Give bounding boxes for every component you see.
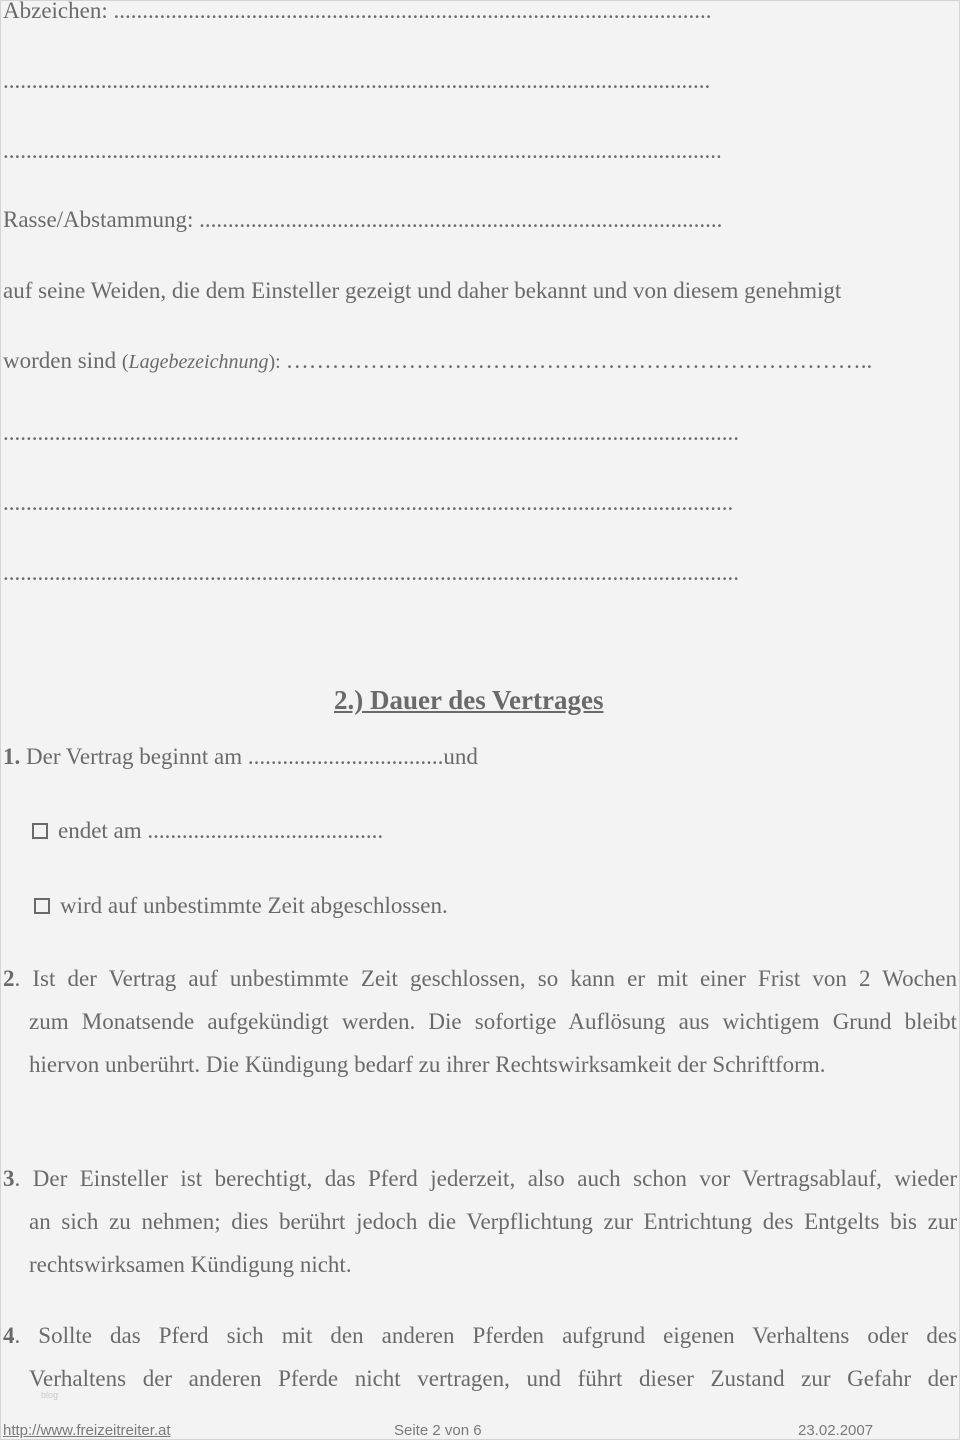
item-2-continuation: zum Monatsende aufgekündigt werden. Die sofortige Auflösung aus wichtigem Grund bleibt hiervon unberührt. Die Kündigung bedarf zu ihrer Rechtswirksamkeit der Schriftform. [29, 1009, 957, 1077]
footer-date: 23.02.2007 [798, 1422, 874, 1439]
lagebezeichnung-line [3, 347, 872, 376]
blank-fill-line: ............................................................................................................................... [3, 490, 734, 515]
footer-link[interactable]: http://www.freizeitreiter.at [3, 1422, 171, 1439]
abzeichen-label: Abzeichen: [3, 0, 114, 23]
rasse-line [3, 206, 722, 234]
item-1 [3, 743, 478, 771]
item-2-first-line: 2. Ist der Vertrag auf unbestimmte Zeit geschlossen, so kann er mit einer Frist von 2 Wochen [3, 966, 957, 991]
option-unlimited-label: wird auf unbestimmte Zeit abgeschlossen. [60, 893, 448, 918]
option-unlimited [34, 892, 448, 920]
option-end-date-label: endet am ......................................... [58, 818, 384, 843]
abzeichen-fill-line: ........................................................................................................ [113, 0, 712, 23]
item-4 [3, 1314, 957, 1400]
item-3 [3, 1157, 957, 1286]
rasse-fill-line: ........................................................................................... [199, 207, 723, 232]
option-end-date [32, 817, 383, 845]
checkbox-icon[interactable] [32, 823, 48, 839]
blank-fill-line: ................................................................................................................................ [3, 420, 739, 445]
item-3-continuation: an sich zu nehmen; dies berührt jedoch die Verpflichtung zur Entrichtung des Entgelts bis zur rechtswirksamen Kündigung nicht. [29, 1209, 957, 1277]
blank-fill-line: ................................................................................................................................ [3, 560, 739, 585]
item-2 [3, 957, 957, 1086]
item-3-first-line: 3. Der Einsteller ist berechtigt, das Pferd jederzeit, also auch schon vor Vertragsablauf, wieder [3, 1166, 957, 1191]
blank-fill-line: ........................................................................................................................... [3, 68, 711, 93]
section-heading: 2.) Dauer des Vertrages [334, 685, 604, 715]
lage-fill-line: ………………………………………………………………….. [285, 348, 873, 373]
item-number: 2 [3, 966, 15, 991]
rasse-label: Rasse/Abstammung: [3, 207, 200, 232]
abzeichen-line [3, 0, 711, 25]
weiden-paragraph: auf seine Weiden, die dem Einsteller gezeigt und daher bekannt und von diesem genehmigt [3, 278, 842, 303]
watermark: blog [41, 1390, 59, 1400]
worden-text: worden sind [3, 348, 122, 373]
lage-hint: (Lagebezeichnung): [121, 351, 286, 373]
item-4-first-line: 4. Sollte das Pferd sich mit den anderen Pferden aufgrund eigenen Verhaltens oder des [3, 1323, 957, 1348]
footer-page-number: Seite 2 von 6 [394, 1422, 482, 1439]
item-number: 1. [3, 744, 21, 769]
blank-fill-line: ............................................................................................................................. [3, 138, 722, 163]
item-number: 4 [3, 1323, 15, 1348]
checkbox-icon[interactable] [34, 898, 50, 914]
item-4-continuation: Verhaltens der anderen Pferde nicht vertragen, und führt dieser Zustand zur Gefahr der [29, 1366, 957, 1391]
item-1-text: Der Vertrag beginnt am ..................................und [20, 744, 478, 769]
item-number: 3 [3, 1166, 15, 1191]
